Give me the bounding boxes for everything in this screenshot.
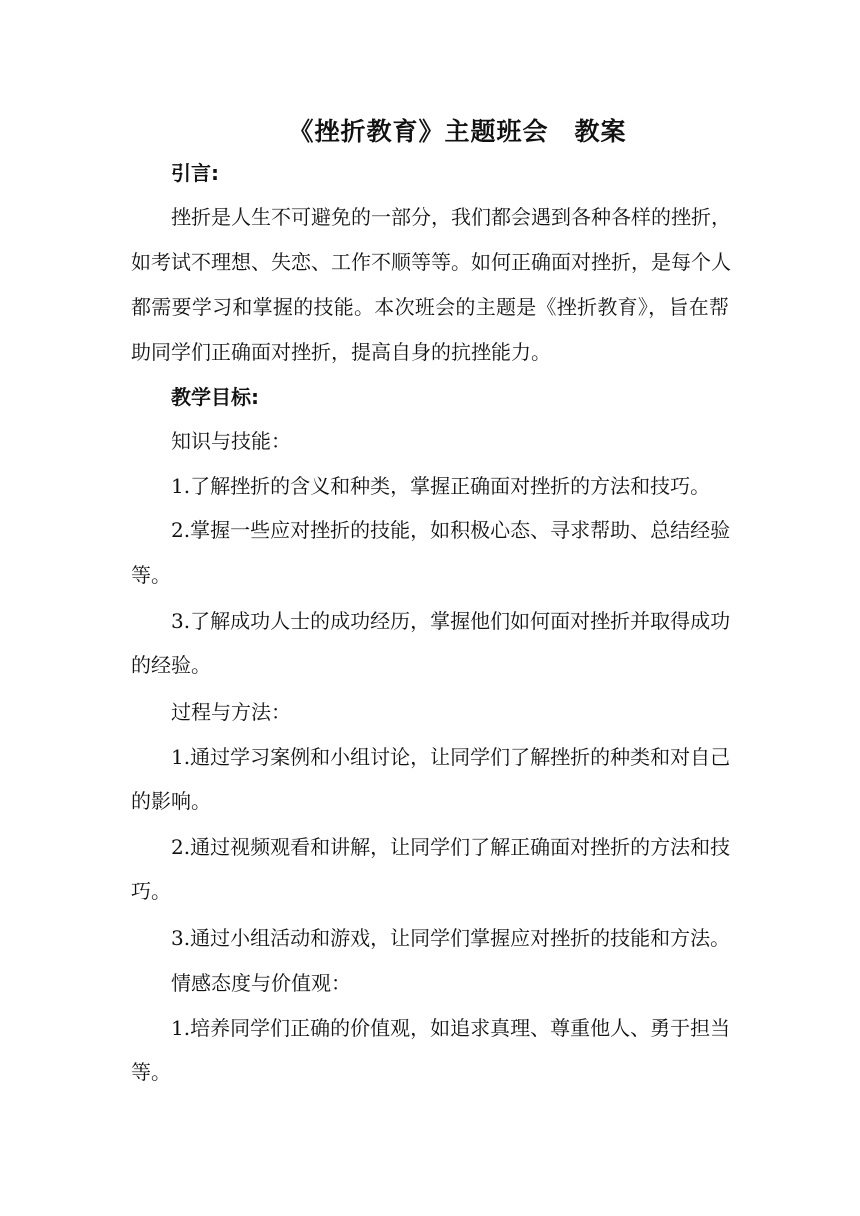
list-item: 2.通过视频观看和讲解，让同学们了解正确面对挫折的方法和技 — [171, 835, 731, 859]
intro-heading: 引言: — [171, 161, 219, 185]
subsection-label: 过程与方法： — [171, 700, 291, 724]
list-item-continuation: 等。 — [131, 563, 171, 587]
subsection-label: 情感态度与价值观： — [171, 971, 351, 995]
list-item: 3.了解成功人士的成功经历，掌握他们如何面对挫折并取得成功 — [171, 609, 731, 633]
list-item: 3.通过小组活动和游戏，让同学们掌握应对挫折的技能和方法。 — [171, 926, 731, 950]
list-item-continuation: 的影响。 — [131, 789, 211, 813]
list-item-continuation: 巧。 — [131, 879, 171, 903]
paragraph-line: 助同学们正确面对挫折，提高自身的抗挫能力。 — [131, 340, 551, 364]
list-item-continuation: 等。 — [131, 1060, 171, 1084]
list-item: 2.掌握一些应对挫折的技能，如积极心态、寻求帮助、总结经验 — [171, 518, 731, 542]
list-item: 1.培养同学们正确的价值观，如追求真理、尊重他人、勇于担当 — [171, 1016, 731, 1040]
paragraph-line: 挫折是人生不可避免的一部分，我们都会遇到各种各样的挫折， — [171, 205, 731, 229]
paragraph-line: 都需要学习和掌握的技能。本次班会的主题是《挫折教育》，旨在帮 — [131, 295, 729, 319]
list-item: 1.了解挫折的含义和种类，掌握正确面对挫折的方法和技巧。 — [171, 474, 711, 498]
subsection-label: 知识与技能： — [171, 429, 291, 453]
list-item: 1.通过学习案例和小组讨论，让同学们了解挫折的种类和对自己 — [171, 745, 731, 769]
paragraph-line: 如考试不理想、失恋、工作不顺等等。如何正确面对挫折，是每个人 — [131, 250, 731, 274]
goals-heading: 教学目标: — [171, 385, 259, 409]
page-title: 《挫折教育》主题班会 教案 — [288, 117, 627, 146]
list-item-continuation: 的经验。 — [131, 653, 211, 677]
